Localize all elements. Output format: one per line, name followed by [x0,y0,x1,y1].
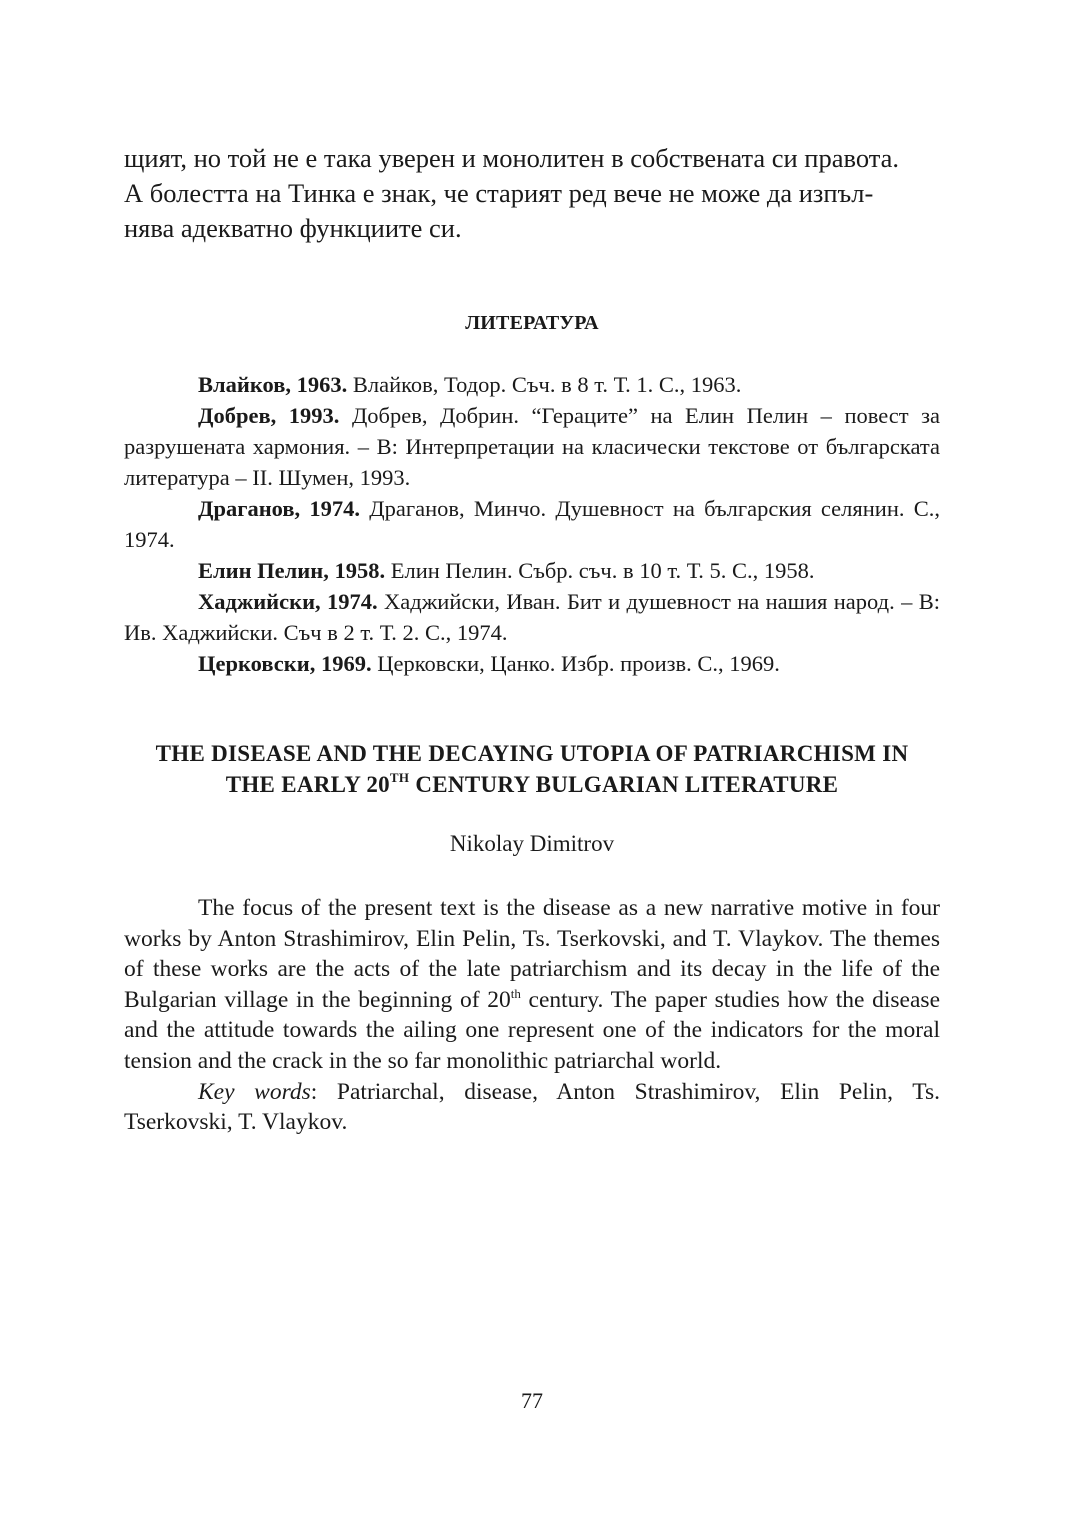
reference-key: Хаджийски, 1974. [198,589,378,614]
page [124,0,940,1530]
intro-line: А болестта на Тинка е знак, че старият ред вече не може да изпъл- [124,178,874,208]
abstract [124,893,940,1138]
reference-key: Церковски, 1969. [198,651,372,676]
keywords-text: : Patriarchal, disease, Anton Strashimirov, Elin Pelin, Ts. Tserkovski, T. Vlaykov. [124,1078,940,1136]
reference-item [124,586,940,648]
reference-item [124,555,940,586]
reference-item [124,493,940,555]
reference-item [124,648,940,679]
english-title-line-2-start: THE EARLY 20 [225,772,390,797]
intro-line: нява адекватно функциите си. [124,213,462,243]
page-number: 77 [521,1388,543,1413]
reference-text: Добрев, Добрин. “Гераците” на Елин Пелин – повест за разрушената хармония. – В: Интерпретации на класически текстове от българската литература – II. Шумен, 1993. [124,403,941,490]
english-title-superscript: TH [389,770,410,785]
reference-text: Драганов, Минчо. Душевност на българския селянин. С., 1974. [124,496,940,552]
english-title-line-2-end: CENTURY BULGARIAN LITERATURE [409,772,839,797]
abstract-superscript: th [510,985,521,1001]
reference-item [124,400,940,493]
intro-line: щият, но той не е така уверен и монолитен в собствената си правота. [124,143,900,173]
reference-key: Елин Пелин, 1958. [198,558,386,583]
english-title-line-1: THE DISEASE AND THE DECAYING UTOPIA OF PATRIARCHISM IN [155,741,909,766]
english-title [124,738,940,800]
reference-text: Елин Пелин. Събр. съч. в 10 т. Т. 5. С., 1958. [385,558,815,583]
reference-text: Влайков, Тодор. Съч. в 8 т. Т. 1. С., 1963. [347,372,742,397]
reference-text: Хаджийски, Иван. Бит и душевност на нашия народ. – В: Ив. Хаджийски. Съч в 2 т. Т. 2. С., 1974. [124,589,940,645]
literature-heading: ЛИТЕРАТУРА [465,312,599,334]
abstract-text-end: century. The paper studies how the disease and the attitude towards the ailing one represent one of the indicators for the moral tension and the crack in the so far monolithic patriarchal world. [124,986,940,1074]
keywords-paragraph [124,1077,940,1138]
reference-key: Влайков, 1963. [198,372,348,397]
reference-key: Добрев, 1993. [198,403,340,428]
reference-key: Драганов, 1974. [198,496,361,521]
keywords-label: Key words [198,1078,311,1105]
reference-text: Церковски, Цанко. Избр. произв. С., 1969. [371,651,780,676]
reference-list [124,369,940,679]
intro-paragraph [124,141,940,246]
author-name: Nikolay Dimitrov [449,831,615,856]
abstract-text-start: The focus of the present text is the disease as a new narrative motive in four works by Anton Strashimirov, Elin Pelin, Ts. Tserkovski, and T. Vlaykov. The themes of these works are the acts of the late patriarchism and its decay in the life of the Bulgarian village in the beginning of 20 [124,895,940,1013]
reference-item [124,369,940,400]
abstract-paragraph [124,893,940,1077]
